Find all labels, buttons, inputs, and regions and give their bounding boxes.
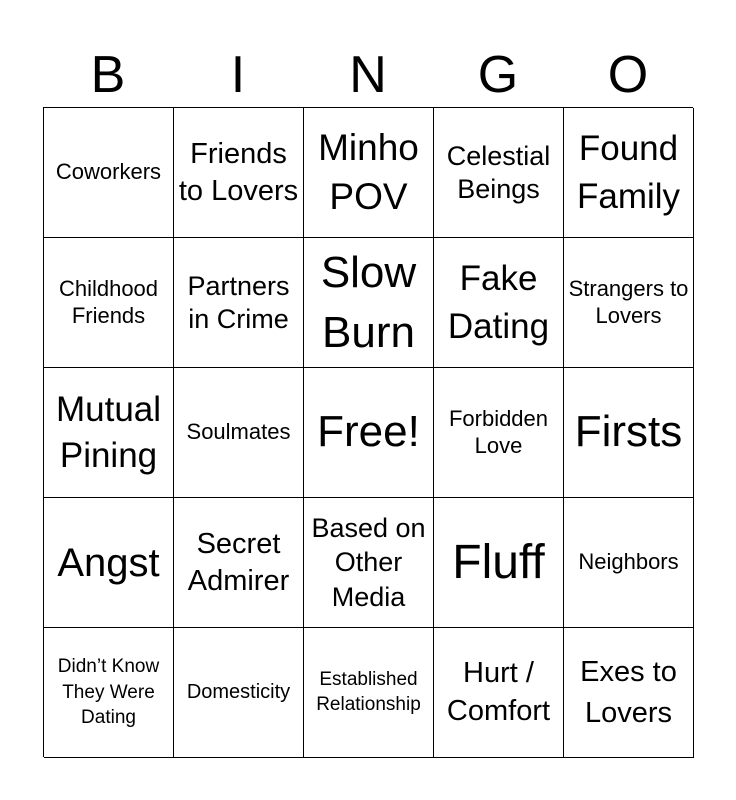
header-letter-g: G bbox=[477, 46, 519, 104]
bingo-cell-text: Neighbors bbox=[578, 549, 679, 575]
bingo-cell[interactable] bbox=[174, 498, 304, 628]
bingo-cell[interactable] bbox=[434, 498, 564, 628]
bingo-cell[interactable] bbox=[564, 238, 694, 368]
bingo-cell-text: Fake Dating bbox=[447, 259, 550, 346]
bingo-cell[interactable] bbox=[174, 628, 304, 758]
bingo-cell[interactable] bbox=[564, 628, 694, 758]
bingo-cell-text: Angst bbox=[57, 540, 160, 585]
bingo-cell-text: Secret Admirer bbox=[187, 528, 290, 597]
bingo-cell-text: Celestial Beings bbox=[446, 141, 551, 204]
bingo-cell-text: Hurt / Comfort bbox=[446, 656, 551, 727]
header-letter-n: N bbox=[349, 46, 387, 104]
bingo-cell-text: Found Family bbox=[576, 129, 681, 216]
bingo-cell[interactable] bbox=[434, 108, 564, 238]
bingo-cell[interactable] bbox=[304, 368, 434, 498]
bingo-cell[interactable] bbox=[44, 238, 174, 368]
bingo-cell[interactable] bbox=[304, 238, 434, 368]
header-letter-o: O bbox=[607, 46, 649, 104]
bingo-header bbox=[43, 44, 693, 106]
bingo-cell-text: Partners in Crime bbox=[187, 271, 290, 334]
bingo-cell-text: Minho POV bbox=[318, 127, 419, 217]
bingo-cell-text: Coworkers bbox=[55, 159, 162, 185]
bingo-cell[interactable] bbox=[564, 108, 694, 238]
bingo-cell[interactable] bbox=[434, 368, 564, 498]
bingo-cell[interactable] bbox=[44, 368, 174, 498]
bingo-cell[interactable] bbox=[304, 628, 434, 758]
bingo-cell-text: Friends to Lovers bbox=[178, 138, 299, 207]
bingo-cell-text: Based on Other Media bbox=[311, 512, 426, 612]
bingo-cell[interactable] bbox=[434, 238, 564, 368]
bingo-cell[interactable] bbox=[564, 498, 694, 628]
bingo-cell-text: Forbidden Love bbox=[448, 406, 549, 458]
bingo-cell[interactable] bbox=[434, 628, 564, 758]
header-letter-b: B bbox=[90, 46, 126, 104]
bingo-cell[interactable] bbox=[44, 108, 174, 238]
bingo-cell-text: Fluff bbox=[452, 535, 545, 589]
bingo-cell-text: Exes to Lovers bbox=[580, 655, 677, 729]
bingo-cell[interactable] bbox=[174, 108, 304, 238]
bingo-cell-text: Established Relationship bbox=[316, 668, 421, 715]
bingo-cell[interactable] bbox=[304, 108, 434, 238]
bingo-card-grid bbox=[43, 107, 693, 757]
bingo-cell[interactable] bbox=[304, 498, 434, 628]
bingo-cell-text: Domesticity bbox=[186, 681, 291, 703]
bingo-cell-text: Didn’t Know They Were Dating bbox=[57, 656, 160, 729]
bingo-cell-text: Mutual Pining bbox=[55, 390, 162, 475]
bingo-cell-text: Slow Burn bbox=[320, 248, 417, 357]
bingo-cell[interactable] bbox=[174, 368, 304, 498]
header-letter-i: I bbox=[230, 46, 246, 104]
bingo-cell[interactable] bbox=[564, 368, 694, 498]
bingo-cell[interactable] bbox=[174, 238, 304, 368]
bingo-cell-text: Firsts bbox=[574, 407, 683, 457]
bingo-cell-text: Strangers to Lovers bbox=[568, 276, 689, 328]
bingo-cell-text: Free! bbox=[317, 407, 420, 457]
bingo-cell-text: Soulmates bbox=[186, 419, 291, 445]
bingo-cell-text: Childhood Friends bbox=[58, 276, 159, 328]
bingo-cell[interactable] bbox=[44, 628, 174, 758]
bingo-cell[interactable] bbox=[44, 498, 174, 628]
